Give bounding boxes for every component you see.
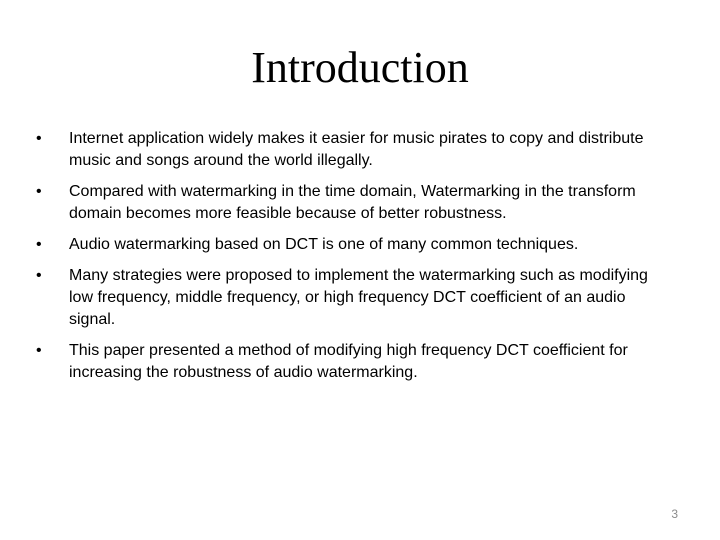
bullet-text: Many strategies were proposed to implement the watermarking such as modifying low frequency, middle frequency, or high frequency DCT coefficient of an audio signal.: [69, 267, 648, 328]
bullet-item: [36, 181, 672, 225]
bullet-icon: •: [36, 267, 42, 284]
bullet-item: [36, 128, 672, 172]
bullet-icon: •: [36, 236, 42, 253]
slide-title: Introduction: [251, 43, 469, 92]
bullet-text: Compared with watermarking in the time domain, Watermarking in the transform domain becomes more feasible because of better robustness.: [69, 183, 636, 222]
bullet-item: [36, 340, 672, 384]
bullet-icon: •: [36, 342, 42, 359]
bullet-list: [36, 128, 672, 393]
bullet-text: Audio watermarking based on DCT is one of many common techniques.: [69, 236, 579, 253]
bullet-icon: •: [36, 183, 42, 200]
bullet-icon: •: [36, 130, 42, 147]
page-number: 3: [671, 507, 678, 521]
bullet-text: Internet application widely makes it easier for music pirates to copy and distribute music and songs around the world illegally.: [69, 130, 644, 169]
bullet-item: [36, 234, 672, 256]
bullet-item: [36, 265, 672, 331]
bullet-text: This paper presented a method of modifying high frequency DCT coefficient for increasing the robustness of audio watermarking.: [69, 342, 628, 381]
